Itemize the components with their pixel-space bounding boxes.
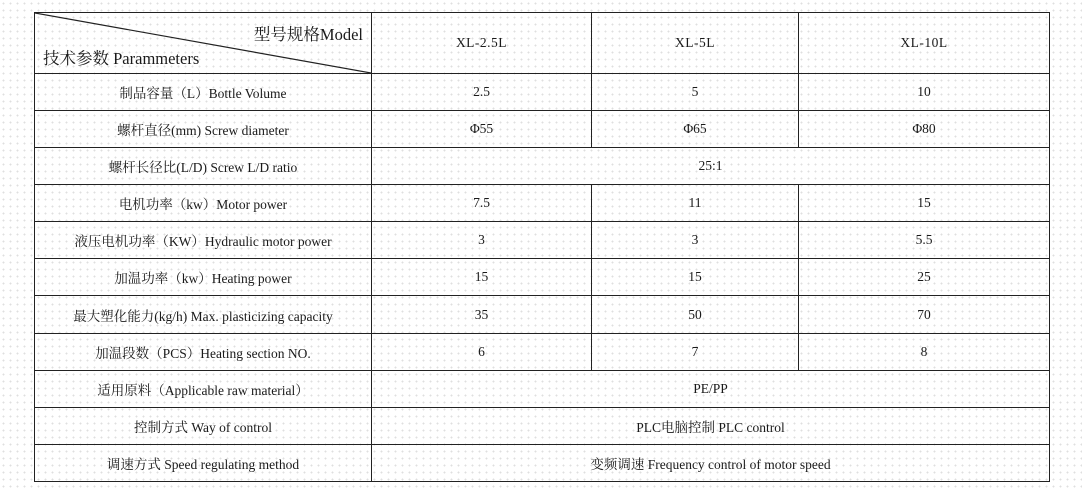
value-cell: 7 <box>592 333 799 370</box>
value-cell: Φ65 <box>592 111 799 148</box>
value-cell: 11 <box>592 185 799 222</box>
row-label: 适用原料（Applicable raw material） <box>35 370 372 407</box>
value-cell: 50 <box>592 296 799 333</box>
table-row <box>35 222 1050 259</box>
value-cell: 15 <box>592 259 799 296</box>
parameters-heading: 技术参数 Parammeters <box>43 49 200 68</box>
value-cell: 5.5 <box>799 222 1050 259</box>
value-cell: 3 <box>372 222 592 259</box>
table-row <box>35 296 1050 333</box>
row-label: 电机功率（kw）Motor power <box>35 185 372 222</box>
row-label: 控制方式 Way of control <box>35 407 372 444</box>
value-cell: 15 <box>372 259 592 296</box>
table-row <box>35 444 1050 481</box>
row-label: 加温段数（PCS）Heating section NO. <box>35 333 372 370</box>
spec-table <box>34 12 1050 482</box>
value-cell: 15 <box>799 185 1050 222</box>
corner-header-cell <box>35 13 372 74</box>
row-label: 螺杆长径比(L/D) Screw L/D ratio <box>35 148 372 185</box>
table-row <box>35 370 1050 407</box>
value-cell: 5 <box>592 74 799 111</box>
table-row <box>35 74 1050 111</box>
value-cell: 6 <box>372 333 592 370</box>
table-row <box>35 259 1050 296</box>
value-cell: 7.5 <box>372 185 592 222</box>
value-cell: 10 <box>799 74 1050 111</box>
table-row <box>35 407 1050 444</box>
table-row <box>35 333 1050 370</box>
table-row <box>35 111 1050 148</box>
header-row <box>35 13 1050 74</box>
model-heading: 型号规格Model <box>253 25 363 44</box>
row-label: 制品容量（L）Bottle Volume <box>35 74 372 111</box>
row-label: 液压电机功率（KW）Hydraulic motor power <box>35 222 372 259</box>
value-cell: 2.5 <box>372 74 592 111</box>
value-cell: Φ55 <box>372 111 592 148</box>
value-cell: 35 <box>372 296 592 333</box>
value-cell: 25 <box>799 259 1050 296</box>
merged-value-cell: 变频调速 Frequency control of motor speed <box>372 444 1050 481</box>
row-label: 调速方式 Speed regulating method <box>35 444 372 481</box>
value-cell: 8 <box>799 333 1050 370</box>
row-label: 螺杆直径(mm) Screw diameter <box>35 111 372 148</box>
merged-value-cell: PLC电脑控制 PLC control <box>372 407 1050 444</box>
value-cell: Φ80 <box>799 111 1050 148</box>
value-cell: 3 <box>592 222 799 259</box>
model-header-cell: XL-2.5L <box>372 13 592 74</box>
merged-value-cell: 25:1 <box>372 148 1050 185</box>
value-cell: 70 <box>799 296 1050 333</box>
model-header-cell: XL-10L <box>799 13 1050 74</box>
table-row <box>35 148 1050 185</box>
row-label: 最大塑化能力(kg/h) Max. plasticizing capacity <box>35 296 372 333</box>
model-header-cell: XL-5L <box>592 13 799 74</box>
table-row <box>35 185 1050 222</box>
merged-value-cell: PE/PP <box>372 370 1050 407</box>
row-label: 加温功率（kw）Heating power <box>35 259 372 296</box>
